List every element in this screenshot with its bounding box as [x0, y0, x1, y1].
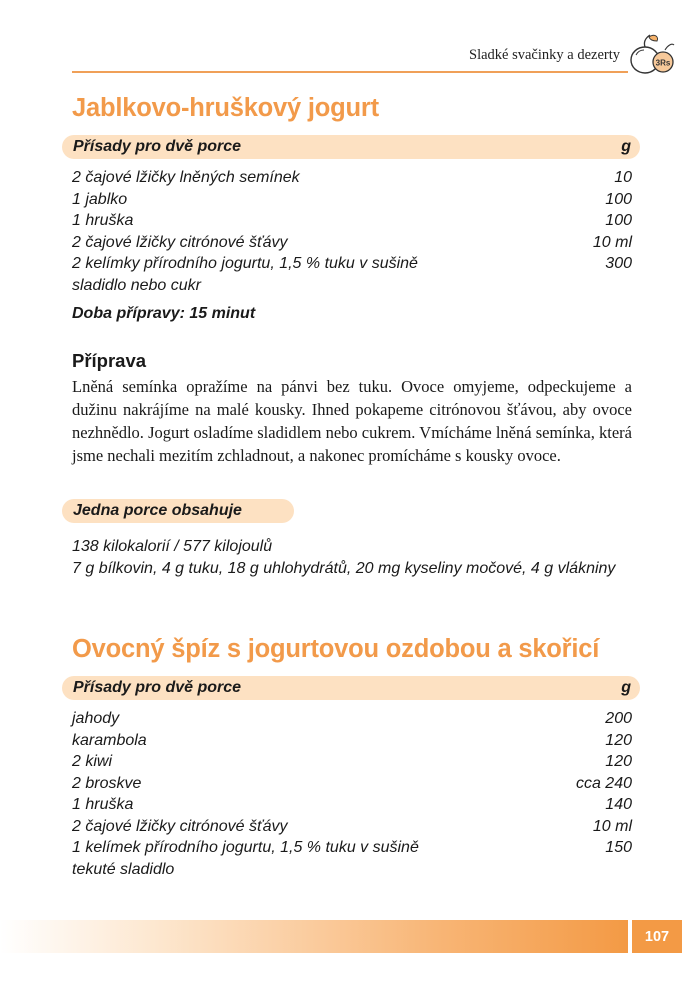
unit-label: g — [621, 138, 631, 155]
nutrition-nutrients: 7 g bílkovin, 4 g tuku, 18 g uhlohydrátů, 20 mg kyseliny močové, 4 g vlákniny — [72, 559, 616, 577]
ingredient-row — [72, 232, 632, 254]
ingredient-row — [72, 859, 632, 881]
ingredient-name: 2 kelímky přírodního jogurtu, 1,5 % tuku v sušině — [72, 255, 418, 272]
ingredient-row — [72, 275, 632, 297]
ingredient-name: tekuté sladidlo — [72, 860, 175, 878]
prep-time: Doba přípravy: 15 minut — [72, 305, 256, 322]
ingredient-row — [72, 837, 632, 859]
nutrition-label: Jedna porce obsahuje — [73, 502, 242, 519]
ingredient-row — [72, 816, 632, 838]
preparation-text: Lněná semínka opražíme na pánvi bez tuku. Ovoce omyjeme, odpeckujeme a dužinu nakrájíme na malé kousky. Ihned pokapeme citrónovou šťávou, aby ovoce nezhnědlo. Jogurt osladíme sladidlem nebo cukrem. Vmícháme lněná semínka, která jsme nechali mezitím zchladnout, a nakonec promícháme s kousky ovoce. — [72, 377, 632, 465]
svg-text:3Rs: 3Rs — [655, 58, 671, 68]
ingredient-amount: 300 — [605, 255, 632, 272]
ingredient-row — [72, 773, 632, 795]
ingredient-amount: 150 — [605, 839, 632, 856]
ingredient-amount: 100 — [605, 190, 632, 208]
ingredient-name: sladidlo nebo cukr — [72, 276, 201, 294]
ingredient-row — [72, 708, 632, 730]
ingredient-name: jahody — [72, 710, 120, 727]
ingredient-amount: cca 240 — [575, 774, 632, 792]
ingredient-name: 2 čajové lžičky citrónové šťávy — [72, 817, 288, 835]
footer-bar — [0, 920, 628, 953]
nutrition-energy: 138 kilokalorií / 577 kilojoulů — [72, 538, 273, 555]
ingredients-label: Přísady pro dvě porce — [73, 679, 242, 696]
ingredients-list — [72, 708, 632, 880]
ingredient-name: 1 kelímek přírodního jogurtu, 1,5 % tuku v sušině — [72, 839, 419, 856]
ingredient-amount: 120 — [605, 731, 632, 749]
running-header: Sladké svačinky a dezerty — [469, 47, 620, 63]
ingredient-name: 1 hruška — [72, 796, 134, 813]
ingredient-name: 2 broskve — [72, 774, 142, 792]
ingredient-row — [72, 751, 632, 773]
ingredient-row — [72, 210, 632, 232]
ingredient-row — [72, 253, 632, 275]
ingredients-label: Přísady pro dvě porce — [73, 138, 242, 155]
ingredient-amount: 10 ml — [592, 233, 632, 251]
ingredients-header-band — [62, 135, 640, 159]
ingredient-amount: 120 — [605, 753, 632, 770]
ingredient-name: 2 kiwi — [72, 753, 113, 770]
unit-label: g — [621, 679, 631, 696]
ingredient-row — [72, 189, 632, 211]
ingredient-name: 2 čajové lžičky lněných semínek — [72, 169, 300, 186]
ingredient-name: karambola — [72, 731, 147, 749]
recipe-title: Ovocný špíz s jogurtovou ozdobou a skořicí — [72, 635, 600, 663]
nutrition-info — [72, 536, 634, 579]
preparation-heading: Příprava — [72, 350, 147, 371]
ingredient-name: 2 čajové lžičky citrónové šťávy — [72, 233, 288, 251]
ingredient-name: 1 hruška — [72, 212, 134, 229]
ingredient-amount: 140 — [605, 796, 632, 813]
header-rule — [72, 71, 628, 73]
fruit-logo-icon — [627, 28, 677, 78]
ingredient-amount: 100 — [605, 212, 632, 229]
ingredients-header-band — [62, 676, 640, 700]
nutrition-header-band — [62, 499, 294, 523]
ingredient-row — [72, 730, 632, 752]
recipe-title: Jablkovo-hruškový jogurt — [72, 94, 379, 122]
ingredient-amount: 10 ml — [592, 817, 632, 835]
ingredient-amount: 10 — [614, 169, 632, 186]
ingredient-name: 1 jablko — [72, 190, 128, 208]
ingredients-list — [72, 167, 632, 296]
ingredient-amount: 200 — [605, 710, 632, 727]
page-number: 107 — [632, 920, 682, 953]
ingredient-row — [72, 794, 632, 816]
ingredient-row — [72, 167, 632, 189]
